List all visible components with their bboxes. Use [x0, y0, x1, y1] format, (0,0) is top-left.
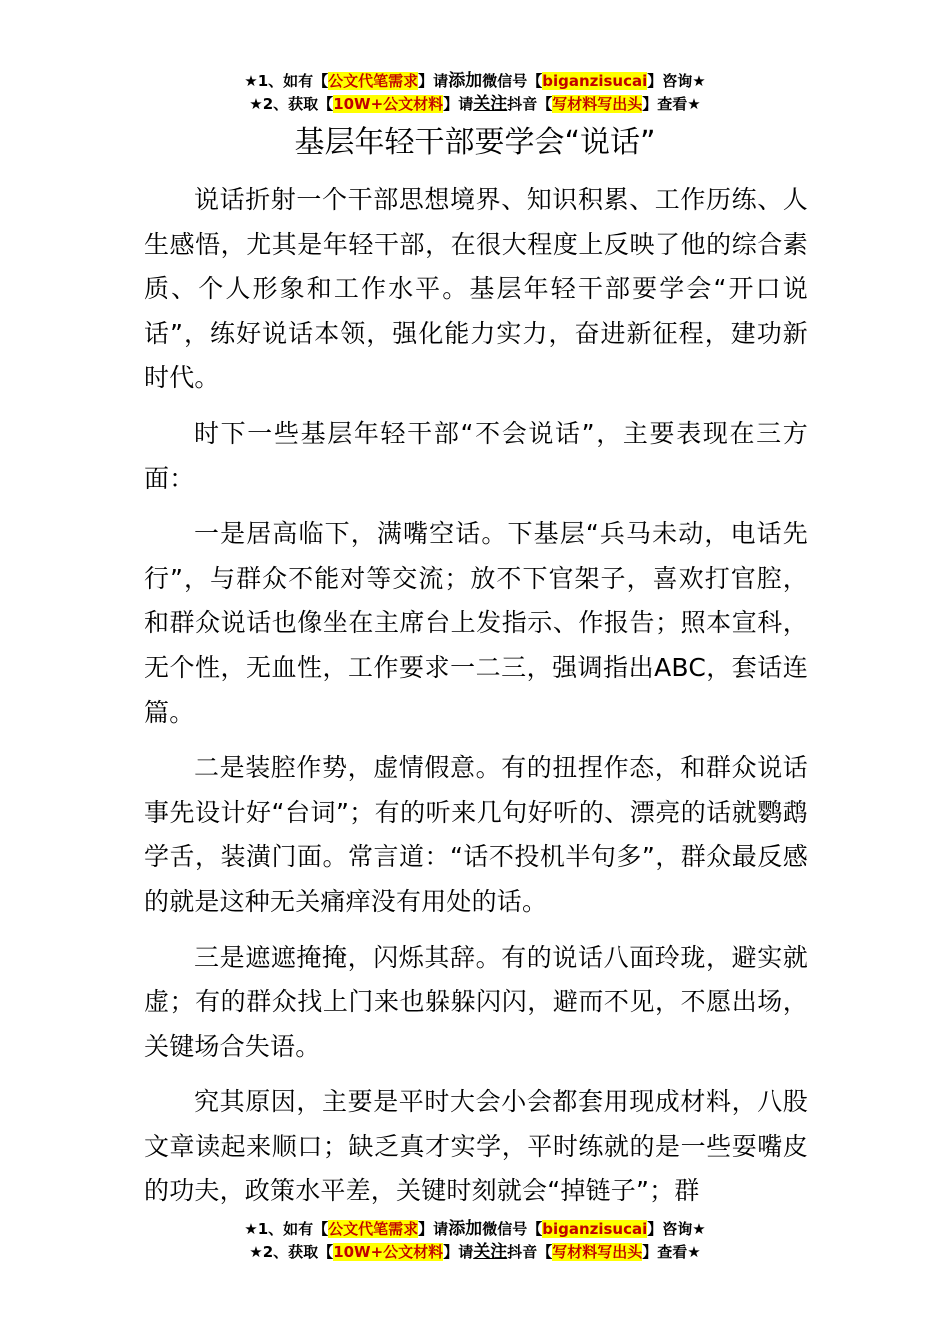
promo-line-1: ★1、如有【公文代笔需求】请添加微信号【biganzisucai】咨询★: [244, 71, 706, 91]
promo-line-1: ★1、如有【公文代笔需求】请添加微信号【biganzisucai】咨询★: [244, 1219, 706, 1239]
footer-promo-banner: [0, 1218, 950, 1264]
document-body: [144, 178, 808, 1225]
promo-line-2: ★2、获取【10W+公文材料】请关注抖音【写材料写出头】查看★: [249, 1242, 701, 1262]
paragraph-causes: 究其原因，主要是平时大会小会都套用现成材料，八股文章读起来顺口；缺乏真才实学，平时练就的是一些耍嘴皮的功夫，政策水平差，关键时刻就会“掉链子”；群: [144, 1087, 808, 1206]
paragraph-point-one: 一是居高临下，满嘴空话。下基层“兵马未动，电话先行”，与群众不能对等交流；放不下官架子，喜欢打官腔，和群众说话也像坐在主席台上发指示、作报告；照本宣科，无个性，无血性，工作要求一二三，强调指出ABC，套话连篇。: [144, 519, 808, 727]
promo-highlight-wechat-id: biganzisucai: [542, 1220, 648, 1238]
paragraph-point-three: 三是遮遮掩掩，闪烁其辞。有的说话八面玲珑，避实就虚；有的群众找上门来也躲躲闪闪，避而不见，不愿出场，关键场合失语。: [144, 942, 808, 1061]
promo-highlight-service: 公文代笔需求: [328, 1220, 419, 1238]
promo-highlight-materials: 10W+公文材料: [333, 95, 444, 113]
document-title: 基层年轻干部要学会“说话”: [294, 125, 656, 160]
paragraph-overview: 时下一些基层年轻干部“不会说话”，主要表现在三方面：: [144, 418, 808, 493]
promo-highlight-wechat-id: biganzisucai: [542, 72, 648, 90]
paragraph-intro: 说话折射一个干部思想境界、知识积累、工作历练、人生感悟，尤其是年轻干部，在很大程度上反映了他的综合素质、个人形象和工作水平。基层年轻干部要学会“开口说话”，练好说话本领，强化能力实力，奋进新征程，建功新时代。: [144, 185, 808, 393]
promo-line-2: ★2、获取【10W+公文材料】请关注抖音【写材料写出头】查看★: [249, 94, 701, 114]
promo-highlight-douyin: 写材料写出头: [552, 1243, 643, 1261]
paragraph-point-two: 二是装腔作势，虚情假意。有的扭捏作态，和群众说话事先设计好“台词”；有的听来几句好听的、漂亮的话就鹦鹉学舌，装潢门面。常言道：“话不投机半句多”，群众最反感的就是这种无关痛痒没有用处的话。: [144, 753, 808, 916]
promo-highlight-douyin: 写材料写出头: [552, 95, 643, 113]
promo-highlight-materials: 10W+公文材料: [333, 1243, 444, 1261]
header-promo-banner: [0, 70, 950, 116]
promo-highlight-service: 公文代笔需求: [328, 72, 419, 90]
